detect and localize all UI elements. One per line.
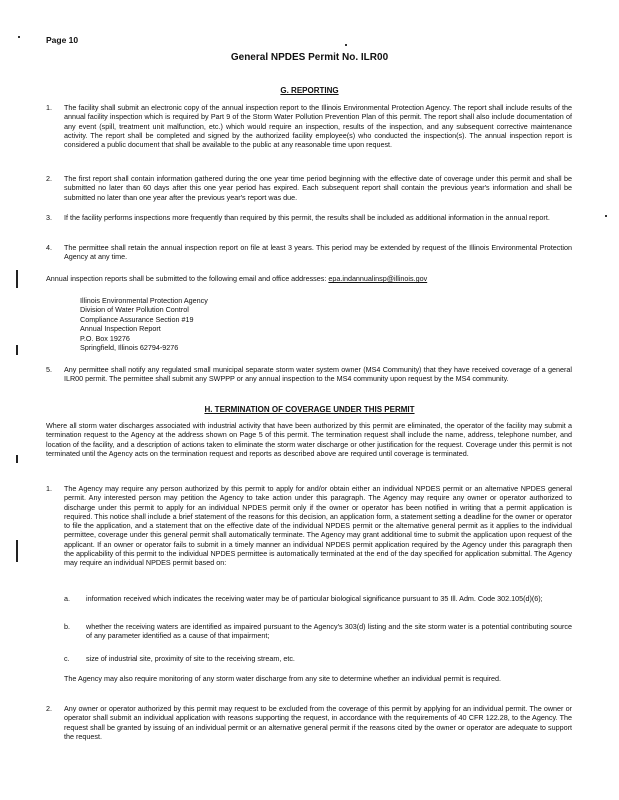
- sub-item-label: c.: [64, 654, 70, 663]
- annual-note-text: Annual inspection reports shall be submitted to the following email and office addresses:: [46, 274, 327, 283]
- item-number: 1.: [46, 484, 52, 493]
- address-line: Division of Water Pollution Control: [80, 305, 189, 315]
- reporting-item-3: If the facility performs inspections more frequently than required by this permit, the results shall be included as additional information in the annual report.: [64, 213, 550, 222]
- item-number: 5.: [46, 365, 52, 374]
- item-number: 4.: [46, 243, 52, 252]
- report-email-link[interactable]: epa.indannualinsp@illinois.gov: [328, 274, 428, 283]
- scan-speck: [605, 215, 607, 217]
- address-line: P.O. Box 19276: [80, 333, 130, 343]
- mailing-address: [80, 296, 208, 352]
- scan-margin-mark: [16, 540, 18, 562]
- address-line: Springfield, Illinois 62794-9276: [80, 343, 179, 353]
- sub-item-b: whether the receiving waters are identified as impaired pursuant to the Agency's 303(d) listing and the site storm water is a potential contributing source of any parameter identified as a cause of that impairment;: [86, 622, 572, 641]
- address-line: Compliance Assurance Section #19: [80, 314, 194, 324]
- section-h-heading: H. TERMINATION OF COVERAGE UNDER THIS PERMIT: [204, 405, 415, 414]
- scan-margin-mark: [16, 270, 18, 288]
- sub-item-label: b.: [64, 622, 70, 631]
- reporting-item-1: The facility shall submit an electronic copy of the annual inspection report to the Illinois Environmental Protection Agency. The report shall include results of the annual facility inspection which is required by Part 9 of the Storm Water Pollution Prevention Plan of this permit. The report shall also include documentation of any event (spill, treatment unit malfunction, etc.) which would require an inspection, results of the inspection, and any subsequent corrective maintenance activity. The report shall be completed and signed by the authorized facility employee(s) who conducted the inspection(s). The annual inspection report is considered a public document that shall be available to the public at any reasonable time upon request.: [64, 103, 572, 150]
- item-number: 1.: [46, 103, 52, 112]
- annual-report-note: [46, 274, 576, 283]
- reporting-item-4: The permittee shall retain the annual inspection report on file at least 3 years. This period may be extended by request of the Illinois Environmental Protection Agency at any time.: [64, 243, 572, 262]
- address-line: Illinois Environmental Protection Agency: [80, 296, 208, 305]
- termination-intro: Where all storm water discharges associated with industrial activity that have been authorized by this permit are eliminated, the operator of the facility may submit a termination request to the Agency at the address shown on Page 5 of this permit. The termination request shall include the name, address, telephone number, and location of the facility, and a description of actions taken to eliminate the storm water discharge or other justification for the request. Coverage under this permit is not terminated until the Agency acts on the termination request and reports as described above are required until coverage is terminated.: [46, 421, 572, 458]
- sub-item-a: information received which indicates the receiving water may be of particular biological significance pursuant to 35 Ill. Adm. Code 302.105(d)(6);: [86, 594, 543, 603]
- termination-item-1: The Agency may require any person authorized by this permit to apply for and/or obtain either an individual NPDES permit or an alternative NPDES general permit. Any interested person may petition the Agency to take action under this paragraph. The Agency may require any owner or operator authorized to discharge under this permit to apply for an individual NPDES permit only if the owner or operator has been notified in writing that a permit application is required. This notice shall include a brief statement of the reasons for this decision, an application form, a statement setting a deadline for the owner or operator to file the application, and a statement that on the effective date of the individual NPDES permit or the alternative general permit as it applies to the individual permittee, coverage under this general permit shall automatically terminate. The Agency may grant additional time to submit the application upon request of the applicant. If an owner or operator fails to submit in a timely manner an individual NPDES permit application required by the Agency under this paragraph then the applicability of this permit to the individual NPDES permittee is automatically terminated at the end of the day specified for application submittal. The Agency may require an individual NPDES permit based on:: [64, 484, 572, 568]
- termination-item-2: Any owner or operator authorized by this permit may request to be excluded from the coverage of this permit by applying for an individual permit. The owner or operator shall submit an individual application with reasons supporting the request, in accordance with the requirements of 40 CFR 122.28, to the Agency. The request shall be granted by issuing of an individual permit or an alternative general permit if the reasons cited by the owner or operator are adequate to support the request.: [64, 704, 572, 741]
- scan-speck: [18, 36, 20, 38]
- address-line: Annual Inspection Report: [80, 324, 161, 334]
- item-number: 3.: [46, 213, 52, 222]
- reporting-item-5: Any permittee shall notify any regulated small municipal separate storm water system owner (MS4 Community) that they have received coverage of a general ILR00 permit. The permittee shall submit any SWPPP or any annual inspection to the MS4 community upon request by the MS4 community.: [64, 365, 572, 384]
- scan-margin-mark: [16, 345, 18, 355]
- reporting-item-2: The first report shall contain information gathered during the one year time period beginning with the effective date of coverage under this permit and shall be submitted no later than 60 days after this one year period has expired. Each subsequent report shall contain the previous year's information and shall be submitted no later than one year after the previous year's report was due.: [64, 174, 572, 202]
- scan-speck: [345, 44, 347, 46]
- sub-item-c: size of industrial site, proximity of site to the receiving stream, etc.: [86, 654, 295, 663]
- sub-item-label: a.: [64, 594, 70, 603]
- item-number: 2.: [46, 704, 52, 713]
- scan-margin-mark: [16, 455, 18, 463]
- item-number: 2.: [46, 174, 52, 183]
- monitoring-note: The Agency may also require monitoring of any storm water discharge from any site to determine whether an individual permit is required.: [64, 674, 502, 683]
- section-g-heading: G. REPORTING: [280, 86, 339, 95]
- document-title: General NPDES Permit No. ILR00: [230, 52, 389, 63]
- page-number: Page 10: [46, 35, 79, 45]
